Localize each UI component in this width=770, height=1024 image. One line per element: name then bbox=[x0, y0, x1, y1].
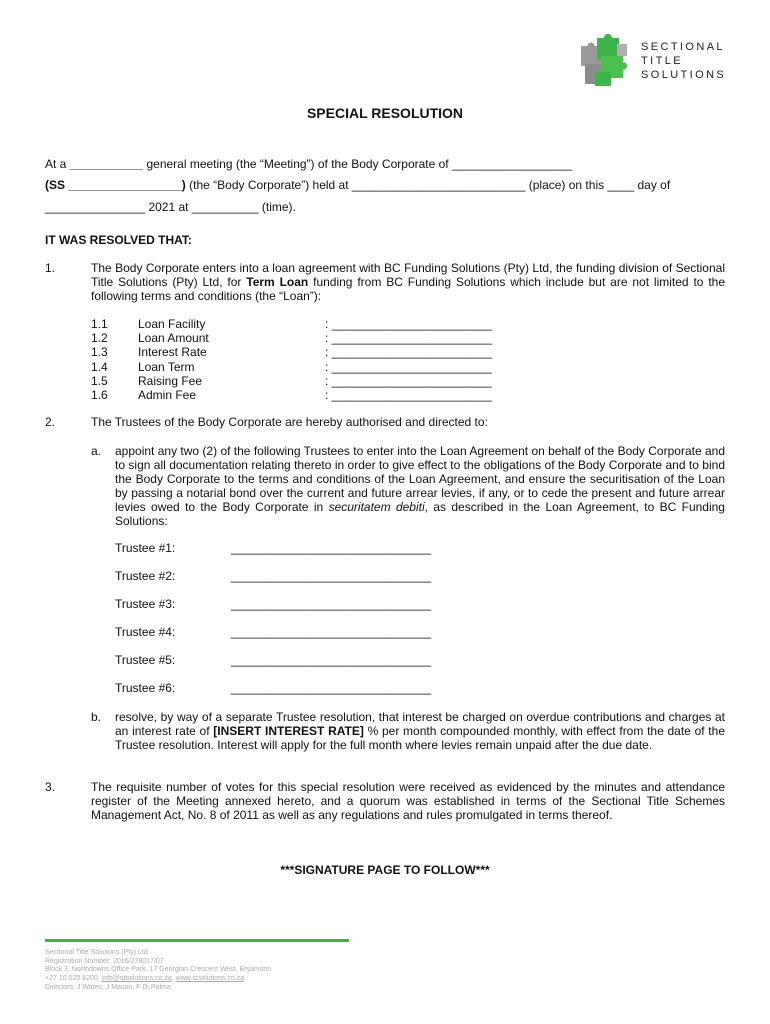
footer-phone: +27 10 020 8200, bbox=[45, 975, 102, 983]
loan-term-row bbox=[91, 374, 511, 388]
clause-text: funding from BC Funding Solutions which include but are not limited to the following terms and conditions (the “Loan”): bbox=[91, 275, 726, 303]
clause-text: % per month compounded monthly, with effect from the date of the Trustee resolution. Interest will apply for the full month where levies remain unpaid after the due date. bbox=[115, 724, 725, 752]
term-value-field: : ________________________ bbox=[325, 331, 492, 346]
logo-wordmark bbox=[641, 40, 726, 82]
term-label: Loan Facility bbox=[138, 317, 206, 331]
term-number: 1.6 bbox=[91, 387, 108, 402]
intro-text: At a bbox=[45, 157, 67, 171]
footer-email-link[interactable]: info@stsolutions.co.za bbox=[101, 975, 172, 983]
scheme-number-blank: (SS _________________) bbox=[45, 178, 186, 192]
footer-line: Registration Number: 2016/278017/07 bbox=[45, 957, 164, 965]
trustee-name-field: ______________________________ bbox=[231, 541, 432, 555]
loan-term-row bbox=[91, 317, 511, 331]
trustee-label: Trustee #6: bbox=[115, 681, 176, 695]
loan-term-row bbox=[91, 331, 511, 345]
loan-term-row bbox=[91, 388, 511, 402]
clause-text: The Body Corporate enters into a loan agreement with BC Funding Solutions (Pty) Ltd, the funding division of Sectional Title Solutions (Pty) Ltd, for bbox=[91, 261, 725, 289]
term-label: Interest Rate bbox=[138, 345, 207, 360]
trustee-label: Trustee #5: bbox=[115, 653, 176, 667]
term-value-field: : ________________________ bbox=[325, 359, 492, 374]
clause-number: 3. bbox=[45, 780, 56, 794]
trustee-name-field: ______________________________ bbox=[231, 653, 432, 667]
logo-line: TITLE bbox=[641, 55, 683, 67]
company-logo bbox=[577, 34, 737, 90]
term-number: 1.4 bbox=[91, 359, 108, 374]
clause-number: 2. bbox=[45, 415, 56, 429]
term-value-field: : ________________________ bbox=[325, 387, 492, 402]
term-label: Loan Term bbox=[138, 359, 195, 374]
intro-line-3: _______________ 2021 at __________ (time). bbox=[45, 200, 296, 214]
clause-number: 1. bbox=[45, 261, 56, 275]
clause-1-text bbox=[91, 261, 725, 303]
loan-term-row bbox=[91, 345, 511, 359]
term-value-field: : ________________________ bbox=[325, 373, 492, 388]
loan-term-row bbox=[91, 360, 511, 374]
intro-text: (the “Body Corporate”) held at __________________________ (place) on this ____ day of bbox=[189, 178, 671, 192]
footer-divider bbox=[45, 939, 349, 942]
subclause-letter: b. bbox=[91, 710, 102, 724]
clause-text: resolve, by way of a separate Trustee resolution, that interest be charged on overdue contributions and charges at an interest rate of bbox=[115, 710, 725, 738]
term-number: 1.3 bbox=[91, 345, 108, 360]
footer-line: Block 3, Northdowns Office Park, 17 Georgian Crescent West, Bryanston bbox=[45, 966, 272, 974]
intro-line-1 bbox=[45, 157, 725, 171]
footer-line bbox=[45, 975, 271, 984]
loan-terms-list bbox=[91, 317, 511, 402]
footer-line: Sectional Title Solutions (Pty) Ltd bbox=[45, 949, 148, 956]
footer-company-details bbox=[45, 949, 271, 993]
trustee-name-field: ______________________________ bbox=[231, 569, 432, 583]
trustee-label: Trustee #2: bbox=[115, 569, 176, 583]
term-number: 1.1 bbox=[91, 317, 108, 331]
trustee-label: Trustee #4: bbox=[115, 625, 176, 639]
term-value-field: : ________________________ bbox=[325, 345, 492, 360]
subclause-b-text bbox=[115, 710, 725, 752]
subclause-letter: a. bbox=[91, 444, 102, 458]
logo-line: SECTIONAL bbox=[641, 41, 725, 53]
term-value-field: : ________________________ bbox=[325, 317, 492, 331]
term-number: 1.5 bbox=[91, 373, 108, 388]
footer-separator: , bbox=[171, 975, 176, 983]
term-label: Raising Fee bbox=[138, 373, 203, 388]
clause-text: appoint any two (2) of the following Trustees to enter into the Loan Agreement on behalf of the Body Corporate and to sign all documentation relating thereto in order to give effect to the obligations of the Body Corporate and to bind the Body Corporate to the terms and conditions of the Loan Agreement, and ensure the securitisation of the Loan by passing a notarial bond over the current and future arrear levies, if any, or to cede the present and future arrear levies owed to the Body Corporate in bbox=[115, 444, 725, 514]
term-label: Admin Fee bbox=[138, 387, 197, 402]
footer-line: Directors: J Wates, J Mason, F Di Palma bbox=[45, 983, 171, 991]
resolved-heading: IT WAS RESOLVED THAT: bbox=[45, 233, 192, 247]
trustee-name-field: ______________________________ bbox=[231, 597, 432, 611]
document-title: SPECIAL RESOLUTION bbox=[306, 105, 464, 121]
term-label: Loan Amount bbox=[138, 331, 209, 346]
clause-italic-text: securitatem debiti bbox=[328, 500, 425, 514]
clause-2-text: The Trustees of the Body Corporate are hereby authorised and directed to: bbox=[91, 415, 488, 429]
subclause-a-text bbox=[115, 444, 725, 528]
trustee-label: Trustee #3: bbox=[115, 597, 176, 611]
signature-page-note: ***SIGNATURE PAGE TO FOLLOW*** bbox=[280, 863, 490, 877]
intro-text: general meeting (the “Meeting”) of the Body Corporate of __________________ bbox=[146, 157, 573, 171]
footer-website-link[interactable]: www.stsolutions.co.za bbox=[175, 975, 245, 983]
meeting-type-blank: ___________ bbox=[69, 157, 144, 171]
clause-3-text: The requisite number of votes for this special resolution were received as evidenced by the minutes and attendance register of the Meeting annexed hereto, and a quorum was established in terms of the Sectional Title Schemes Management Act, No. 8 of 2011 as well as any regulations and rules promulgated in terms thereof. bbox=[91, 780, 725, 822]
trustee-name-field: ______________________________ bbox=[231, 681, 432, 695]
intro-line-2 bbox=[45, 178, 725, 192]
trustee-name-field: ______________________________ bbox=[231, 625, 432, 639]
clause-text: , as described in the Loan Agreement, to BC Funding Solutions: bbox=[115, 500, 725, 528]
clause-bold-text: Term Loan bbox=[246, 275, 309, 289]
term-number: 1.2 bbox=[91, 331, 108, 346]
logo-line: SOLUTIONS bbox=[641, 69, 727, 81]
puzzle-logo-icon bbox=[577, 34, 633, 90]
trustee-label: Trustee #1: bbox=[115, 541, 176, 555]
interest-rate-placeholder: [INSERT INTEREST RATE] bbox=[213, 724, 364, 738]
